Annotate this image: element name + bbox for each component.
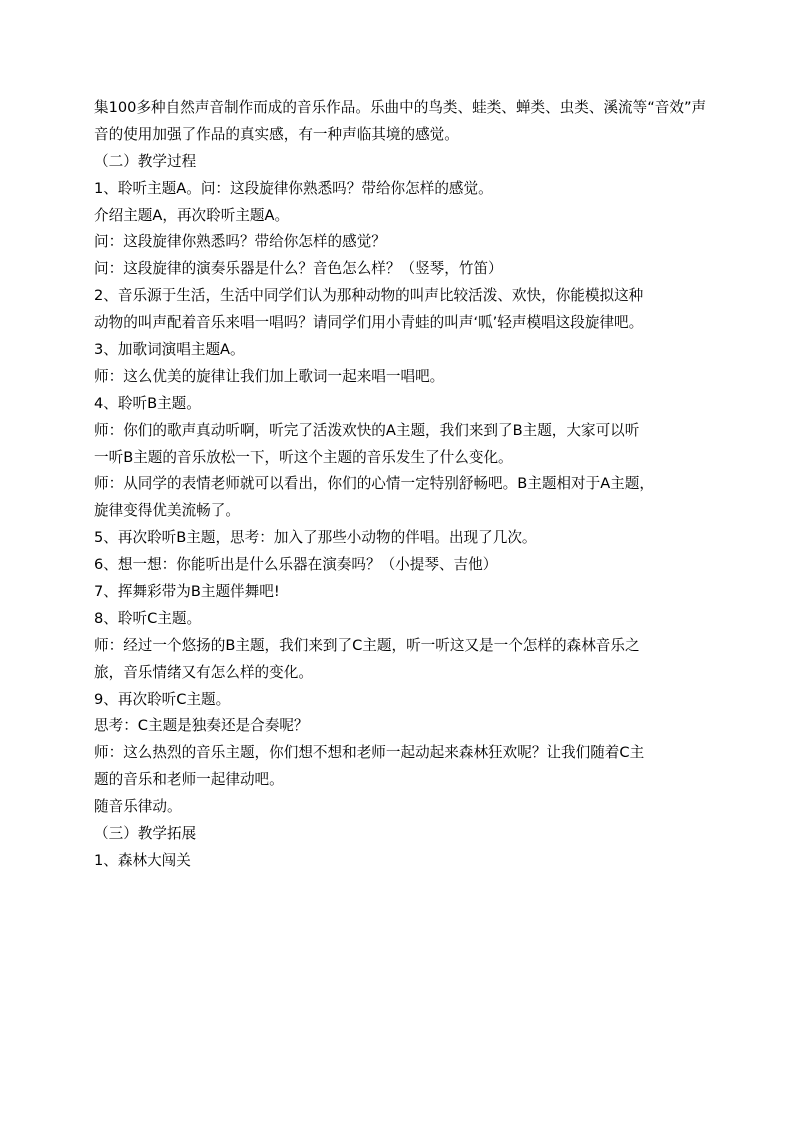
text-line: 1、聆听主题A。问：这段旋律你熟悉吗？带给你怎样的感觉。 — [94, 179, 493, 197]
text-line: 音的使用加强了作品的真实感，有一种声临其境的感觉。 — [94, 125, 459, 143]
text-line: 问：这段旋律你熟悉吗？带给你怎样的感觉？ — [94, 233, 386, 251]
document-body — [94, 95, 706, 875]
text-line: 6、想一想：你能听出是什么乐器在演奏吗？（小提琴、吉他） — [94, 556, 498, 574]
text-line: 8、聆听C主题。 — [94, 609, 202, 627]
text-line: 2、音乐源于生活，生活中同学们认为那种动物的叫声比较活泼、欢快，你能模拟这种 — [94, 287, 644, 305]
text-line: 师：你们的歌声真动听啊，听完了活泼欢快的A主题，我们来到了B主题，大家可以听 — [94, 421, 640, 439]
text-line: 7、挥舞彩带为B主题伴舞吧! — [94, 583, 280, 601]
text-line: 旅，音乐情绪又有怎么样的变化。 — [94, 663, 313, 681]
text-line: 问：这段旋律的演奏乐器是什么？音色怎么样？（竖琴，竹笛） — [94, 260, 503, 278]
text-line: 3、加歌词演唱主题A。 — [94, 341, 245, 359]
text-line: 师：从同学的表情老师就可以看出，你们的心情一定特别舒畅吧。B主题相对于A主题， — [94, 475, 654, 493]
text-line: 5、再次聆听B主题，思考：加入了那些小动物的伴唱。出现了几次。 — [94, 529, 537, 547]
text-line: 旋律变得优美流畅了。 — [94, 502, 240, 520]
text-line: 4、聆听B主题。 — [94, 394, 201, 412]
text-line: 师：这么热烈的音乐主题，你们想不想和老师一起动起来森林狂欢呢？让我们随着C主 — [94, 744, 645, 762]
text-line: 集100多种自然声音制作而成的音乐作品。乐曲中的鸟类、蛙类、蝉类、虫类、溪流等“音效”声 — [94, 99, 707, 116]
text-line: 思考：C主题是独奏还是合奏呢？ — [94, 717, 309, 735]
text-line: 题的音乐和老师一起律动吧。 — [94, 771, 284, 789]
text-line: 介绍主题A，再次聆听主题A。 — [94, 206, 290, 224]
text-line: 9、再次聆听C主题。 — [94, 690, 231, 708]
text-line: 动物的叫声配着音乐来唱一唱吗？请同学们用小青蛙的叫声‘呱’轻声模唱这段旋律吧。 — [94, 314, 644, 332]
section-heading: （三）教学拓展 — [94, 825, 197, 843]
text-line: 1、森林大闯关 — [94, 851, 191, 869]
text-line: 一听B主题的音乐放松一下，听这个主题的音乐发生了什么变化。 — [94, 448, 513, 466]
text-line: 师：经过一个悠扬的B主题，我们来到了C主题，听一听这又是一个怎样的森林音乐之 — [94, 636, 640, 654]
text-line: 随音乐律动。 — [94, 798, 182, 816]
section-heading: （二）教学过程 — [94, 152, 197, 170]
text-line: 师：这么优美的旋律让我们加上歌词一起来唱一唱吧。 — [94, 367, 445, 385]
